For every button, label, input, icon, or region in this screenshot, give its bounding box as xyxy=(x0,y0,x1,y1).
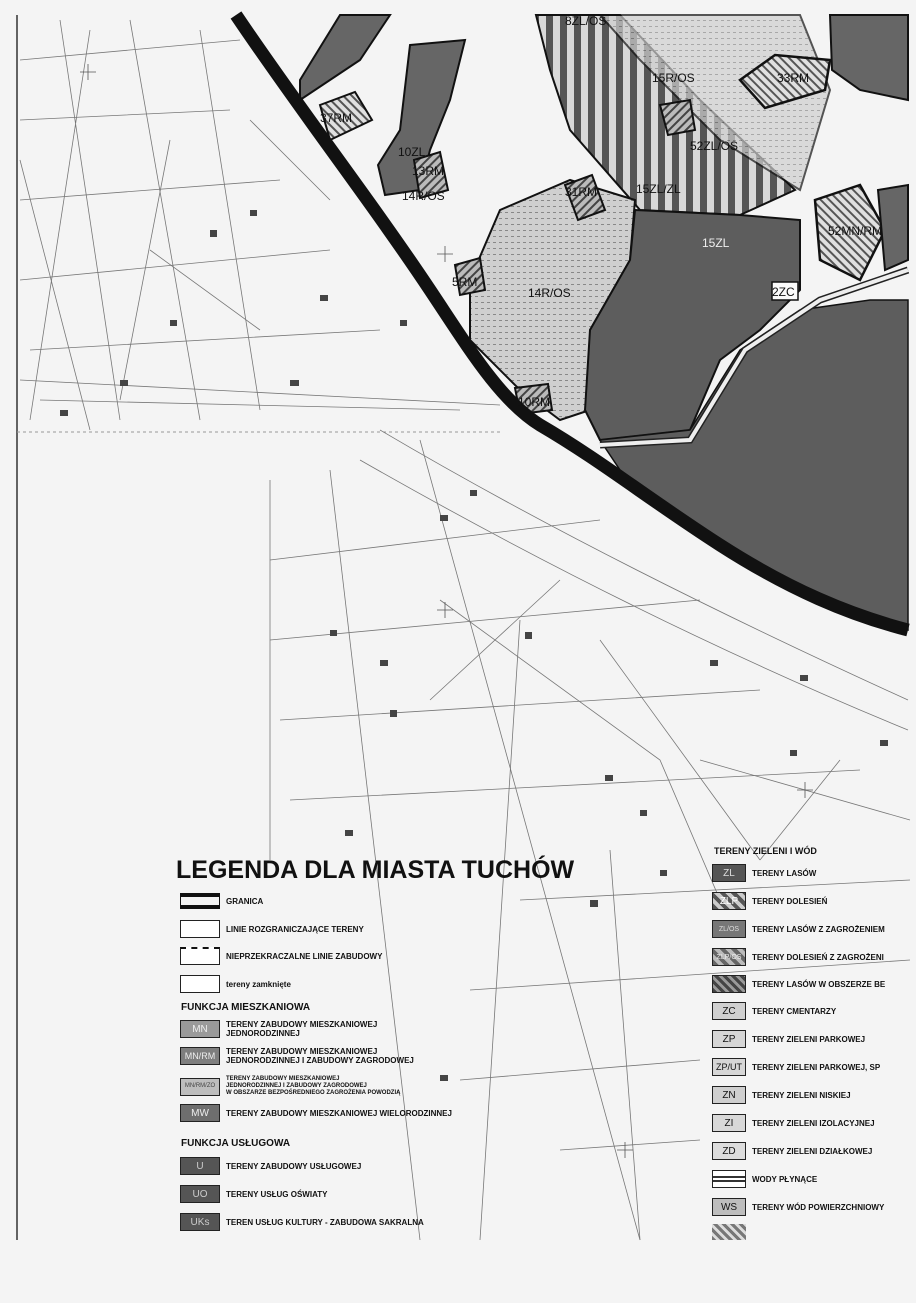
legend-label: GRANICA xyxy=(226,896,264,906)
legend-label: TERENY WÓD POWIERZCHNIOWY xyxy=(752,1202,885,1212)
zone-label: 15R/OS xyxy=(652,71,695,85)
zone-label: 13RM xyxy=(412,164,445,178)
legend-label: WODY PŁYNĄCE xyxy=(752,1174,818,1184)
zone-label: 15ZL/ZL xyxy=(636,182,681,196)
division-line-symbol xyxy=(180,920,220,938)
legend-label: JEDNORODZINNEJ I ZABUDOWY ZAGRODOWEJ xyxy=(226,1083,367,1089)
zone-label: 31RM xyxy=(565,185,598,199)
zone-label: 14R/OS xyxy=(528,286,571,300)
legend-row-zc xyxy=(712,1002,836,1020)
mn-rm-symbol: MN/RM xyxy=(180,1047,220,1065)
legend-label: TERENY ZIELENI IZOLACYJNEJ xyxy=(752,1118,875,1128)
uks-symbol: UKs xyxy=(180,1213,220,1231)
ws-symbol: WS xyxy=(712,1198,746,1216)
section-green: TERENY ZIELENI I WÓD xyxy=(714,846,817,856)
zlp-symbol: ZLP xyxy=(712,892,746,910)
uo-symbol: UO xyxy=(180,1185,220,1203)
mn-symbol: MN xyxy=(180,1020,220,1038)
zn-symbol: ZN xyxy=(712,1086,746,1104)
legend-row-mn-rm xyxy=(180,1047,414,1065)
legend-row-mn xyxy=(180,1020,377,1038)
legend-label: TERENY ZIELENI PARKOWEJ, SP xyxy=(752,1062,881,1072)
building-line-symbol xyxy=(180,947,220,965)
zone-label: 5RM xyxy=(452,275,478,289)
legend-row-u xyxy=(180,1157,361,1175)
legend-row-closed-areas xyxy=(180,975,291,993)
zp-ut-symbol: ZP/UT xyxy=(712,1058,746,1076)
legend-row-rivers xyxy=(712,1170,817,1188)
legend-row-zp-ut xyxy=(712,1058,880,1076)
legend-label: LINIE ROZGRANICZAJĄCE TERENY xyxy=(226,924,364,934)
legend-label: TERENY ZIELENI DZIAŁKOWEJ xyxy=(752,1146,873,1156)
zone-label: 2ZC xyxy=(772,285,795,299)
zd-symbol: ZD xyxy=(712,1142,746,1160)
legend-row-zl-os xyxy=(712,920,885,938)
zone-label: 52MN/RM xyxy=(828,224,883,238)
zi-symbol: ZI xyxy=(712,1114,746,1132)
legend-label: TERENY DOLESIEŃ xyxy=(752,896,828,906)
legend-label: W OBSZARZE BEZPOŚREDNIEGO ZAGROŻENIA POWODZIĄ xyxy=(226,1090,401,1096)
zone-label: 10ZL xyxy=(398,145,426,159)
zone-label: 14R/OS xyxy=(402,189,445,203)
legend-label: TERENY USŁUG OŚWIATY xyxy=(226,1189,328,1199)
legend-row-zl-flood xyxy=(712,975,885,993)
legend-label: TERENY ZABUDOWY MIESZKANIOWEJ WIELORODZINNEJ xyxy=(226,1108,452,1118)
legend-row-zlp xyxy=(712,892,827,910)
legend-label: TERENY ZABUDOWY MIESZKANIOWEJ xyxy=(226,1020,378,1029)
legend-row-building-lines xyxy=(180,947,382,965)
legend-label: TERENY LASÓW xyxy=(752,868,817,878)
mn-rm-flood-symbol: MN/RM/ZO xyxy=(180,1078,220,1096)
legend-label: JEDNORODZINNEJ xyxy=(226,1029,300,1038)
legend-title: LEGENDA DLA MIASTA TUCHÓW xyxy=(176,856,575,884)
zone-polygons xyxy=(300,15,908,630)
legend-row-uks xyxy=(180,1213,424,1231)
zone-label: 10RM xyxy=(518,395,551,409)
zl-symbol: ZL xyxy=(712,864,746,882)
legend-label: TERENY ZABUDOWY USŁUGOWEJ xyxy=(226,1161,362,1171)
legend-row-division-lines xyxy=(180,920,364,938)
zc-symbol: ZC xyxy=(712,1002,746,1020)
u-symbol: U xyxy=(180,1157,220,1175)
legend-row-ws xyxy=(712,1198,884,1216)
river-symbol xyxy=(712,1170,746,1188)
boundary-line-symbol xyxy=(180,893,220,909)
legend-row-mw xyxy=(180,1104,452,1122)
legend-label: TERENY LASÓW Z ZAGROŻENIEM xyxy=(752,924,885,934)
legend-label: TERENY ZABUDOWY MIESZKANIOWEJ xyxy=(226,1076,340,1082)
legend-row-uo xyxy=(180,1185,328,1203)
legend-row-mn-rm-flood xyxy=(180,1076,400,1097)
legend-label: TERENY DOLESIEŃ Z ZAGROŻENI xyxy=(752,952,884,962)
legend-label: TERENY CMENTARZY xyxy=(752,1006,837,1016)
zp-symbol: ZP xyxy=(712,1030,746,1048)
legend-row-zd xyxy=(712,1142,872,1160)
legend-row-zp xyxy=(712,1030,865,1048)
zone-label: 8ZL/OS xyxy=(565,14,607,28)
legend-row-zl xyxy=(712,864,816,882)
zone-label: 52ZL/OS xyxy=(690,139,739,153)
legend-row-zlp-os xyxy=(712,948,884,966)
legend-label: NIEPRZEKRACZALNE LINIE ZABUDOWY xyxy=(226,951,383,961)
section-housing: FUNKCJA MIESZKANIOWA xyxy=(181,1002,311,1013)
legend-label: TERENY LASÓW W OBSZERZE BE xyxy=(752,979,886,989)
zlp-os-symbol: ZLP/OS xyxy=(712,948,746,966)
zl-os-symbol: ZL/OS xyxy=(712,920,746,938)
legend-label: TERENY ZABUDOWY MIESZKANIOWEJ xyxy=(226,1047,378,1056)
zone-label: 37RM xyxy=(320,111,353,125)
legend-row-boundary xyxy=(180,893,263,909)
legend-label: TERENY ZIELENI NISKIEJ xyxy=(752,1090,851,1100)
legend-row-zn xyxy=(712,1086,851,1104)
zone-label: 15ZL xyxy=(702,236,730,250)
legend-label: tereny zamknięte xyxy=(226,979,291,989)
zone-label: 33RM xyxy=(777,71,810,85)
legend-row-zi xyxy=(712,1114,875,1132)
partial-legend-symbol xyxy=(712,1224,746,1240)
legend-label: TEREN USŁUG KULTURY - ZABUDOWA SAKRALNA xyxy=(226,1217,424,1227)
mw-symbol: MW xyxy=(180,1104,220,1122)
section-services: FUNKCJA USŁUGOWA xyxy=(181,1138,291,1149)
legend-label: JEDNORODZINNEJ I ZABUDOWY ZAGRODOWEJ xyxy=(226,1056,414,1065)
zl-flood-symbol xyxy=(712,975,746,993)
legend-label: TERENY ZIELENI PARKOWEJ xyxy=(752,1034,866,1044)
closed-area-symbol xyxy=(180,975,220,993)
